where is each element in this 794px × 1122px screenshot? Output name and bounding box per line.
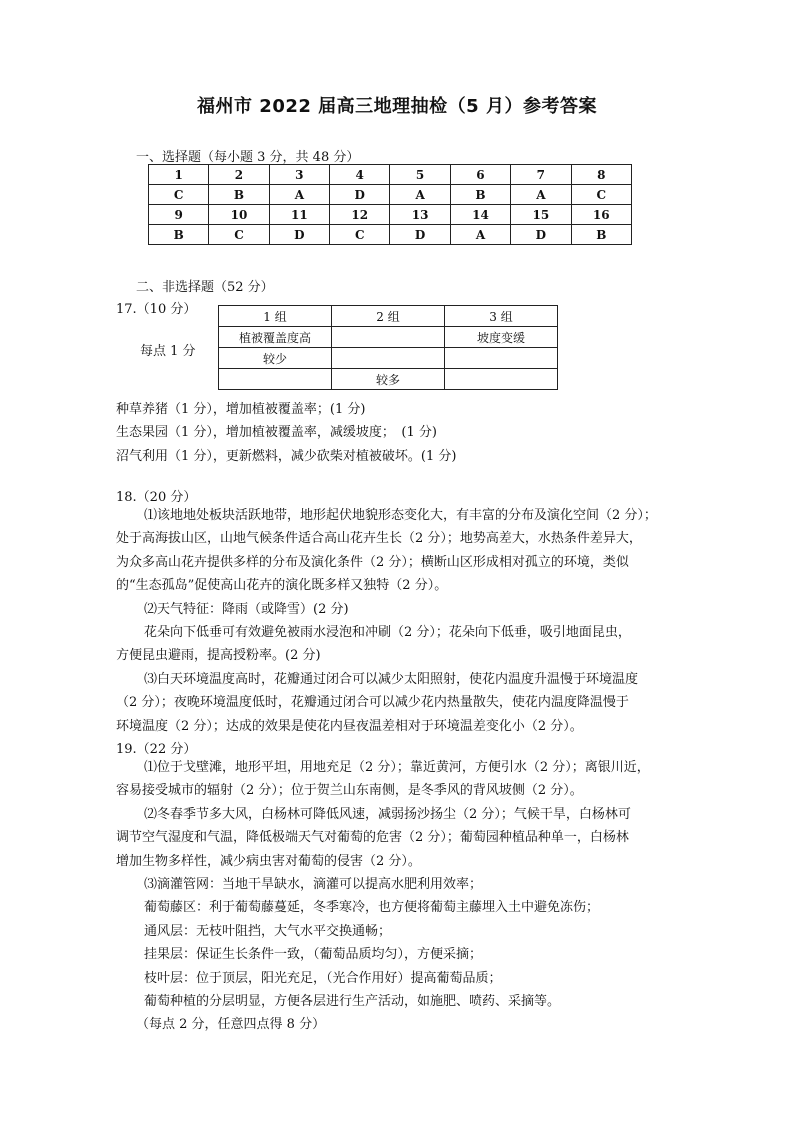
table-cell: 3 [269, 165, 329, 185]
answer-line: （每点 2 分，任意四点得 8 分） [136, 1017, 326, 1033]
table-cell: B [209, 185, 269, 205]
table-cell: 7 [511, 165, 571, 185]
answer-line: 环境温度（2 分）；达成的效果是使花内昼夜温差相对于环境温差变化小（2 分）。 [116, 718, 583, 734]
table-cell: 13 [390, 205, 450, 225]
table-row [149, 205, 632, 225]
answer-line: ⑶滴灌管网：当地干旱缺水，滴灌可以提高水肥利用效率； [144, 877, 483, 893]
answer-line: ⑵冬春季节多大风，白杨林可降低风速，减弱扬沙扬尘（2 分）；气候干旱，白杨林可 [144, 806, 631, 822]
table-cell [445, 369, 558, 390]
table-cell: 2 [209, 165, 269, 185]
table-row [149, 165, 632, 185]
answer-line: 容易接受城市的辐射（2 分）；位于贺兰山东南侧，是冬季风的背风坡侧（2 分）。 [116, 783, 583, 799]
answer-line: ⑴位于戈壁滩，地形平坦，用地充足（2 分）；靠近黄河，方便引水（2 分）；离银川近， [144, 760, 650, 775]
question-18-label: 18.（20 分） [116, 490, 197, 505]
table-cell: 16 [571, 205, 631, 225]
question-19-label: 19.（22 分） [116, 742, 197, 757]
table-cell: C [149, 185, 209, 205]
answer-line: 调节空气湿度和气温，降低极端天气对葡萄的危害（2 分）；葡萄园种植品种单一，白杨林 [116, 830, 629, 846]
table-cell: 11 [269, 205, 329, 225]
answer-line: 生态果园（1 分），增加植被覆盖率，减缓坡度； (1 分) [116, 425, 437, 441]
table-cell: 9 [149, 205, 209, 225]
table-cell: B [450, 185, 510, 205]
table-header: 2 组 [332, 306, 445, 327]
table-cell: C [571, 185, 631, 205]
table-cell: D [390, 225, 450, 245]
answer-line: 沼气利用（1 分），更新燃料，减少砍柴对植被破坏。(1 分) [116, 448, 457, 464]
table-row [149, 185, 632, 205]
table-cell: A [269, 185, 329, 205]
answer-line: ⑵天气特征：降雨（或降雪）(2 分) [144, 601, 349, 617]
table-cell: B [149, 225, 209, 245]
answer-line: 花朵向下低垂可有效避免被雨水浸泡和冲刷（2 分）；花朵向下低垂，吸引地面昆虫， [144, 625, 631, 641]
table-cell [219, 369, 332, 390]
table-cell: 8 [571, 165, 631, 185]
table-cell: D [330, 185, 390, 205]
table-header: 3 组 [445, 306, 558, 327]
question-18-answers [116, 504, 657, 738]
table-cell: A [511, 185, 571, 205]
table-cell: C [330, 225, 390, 245]
table-cell [332, 348, 445, 369]
table-cell [332, 327, 445, 348]
question-17-note: 每点 1 分 [140, 344, 196, 359]
table-row [219, 348, 558, 369]
section-2-heading: 二、非选择题（52 分） [136, 280, 274, 295]
answer-line: 挂果层：保证生长条件一致，（葡萄品质均匀），方便采摘； [144, 947, 483, 963]
answer-line: 为众多高山花卉提供多样的分布及演化条件（2 分）；横断山区形成相对孤立的环境，类似 [116, 554, 629, 570]
table-cell: A [450, 225, 510, 245]
table-cell: B [571, 225, 631, 245]
table-cell: C [209, 225, 269, 245]
question-19-answers [116, 756, 650, 1037]
section-1-heading: 一、选择题（每小题 3 分，共 48 分） [136, 150, 360, 165]
table-cell: 坡度变缓 [445, 327, 558, 348]
answer-line: 的“生态孤岛”促使高山花卉的演化既多样又独特（2 分）。 [116, 578, 448, 594]
table-cell: 15 [511, 205, 571, 225]
table-cell: D [511, 225, 571, 245]
table-header: 1 组 [219, 306, 332, 327]
table-row [219, 369, 558, 390]
page-title: 福州市 2022 届高三地理抽检（5 月）参考答案 [197, 96, 597, 117]
table-cell: 12 [330, 205, 390, 225]
answer-line: ⑴该地地处板块活跃地带，地形起伏地貌形态变化大，有丰富的分布及演化空间（2 分）； [144, 508, 657, 523]
answer-line: 处于高海拔山区，山地气候条件适合高山花卉生长（2 分）；地势高差大，水热条件差异大， [116, 531, 642, 547]
question-17-table [218, 305, 558, 390]
question-17-answers [116, 398, 456, 468]
answer-line: 种草养猪（1 分），增加植被覆盖率；(1 分) [116, 402, 366, 417]
table-cell: A [390, 185, 450, 205]
answer-line: 增加生物多样性，减少病虫害对葡萄的侵害（2 分）。 [116, 853, 421, 869]
answer-line: 葡萄藤区：利于葡萄藤蔓延，冬季寒冷，也方便将葡萄主藤埋入土中避免冻伤； [144, 900, 600, 916]
choice-answer-table [148, 164, 632, 245]
answer-line: 方便昆虫避雨，提高授粉率。(2 分) [116, 648, 321, 664]
answer-line: ⑶白天环境温度高时，花瓣通过闭合可以减少太阳照射，使花内温度升温慢于环境温度 [144, 671, 639, 687]
table-cell: 1 [149, 165, 209, 185]
table-cell: 较少 [219, 348, 332, 369]
table-cell: D [269, 225, 329, 245]
answer-line: 葡萄种植的分层明显，方便各层进行生产活动，如施肥、喷药、采摘等。 [144, 994, 561, 1010]
table-cell: 较多 [332, 369, 445, 390]
table-cell: 4 [330, 165, 390, 185]
table-cell: 14 [450, 205, 510, 225]
answer-line: 枝叶层：位于顶层，阳光充足，（光合作用好）提高葡萄品质； [144, 970, 502, 986]
question-17-label: 17.（10 分） [116, 302, 197, 317]
table-cell: 5 [390, 165, 450, 185]
table-cell: 6 [450, 165, 510, 185]
table-row [219, 327, 558, 348]
answer-line: （2 分）；夜晚环境温度低时，花瓣通过闭合可以减少花内热量散失，使花内温度降温慢于 [116, 695, 629, 711]
table-cell: 植被覆盖度高 [219, 327, 332, 348]
table-row [149, 225, 632, 245]
table-row [219, 306, 558, 327]
table-cell [445, 348, 558, 369]
answer-line: 通风层：无枝叶阻挡，大气水平交换通畅； [144, 923, 392, 939]
table-cell: 10 [209, 205, 269, 225]
